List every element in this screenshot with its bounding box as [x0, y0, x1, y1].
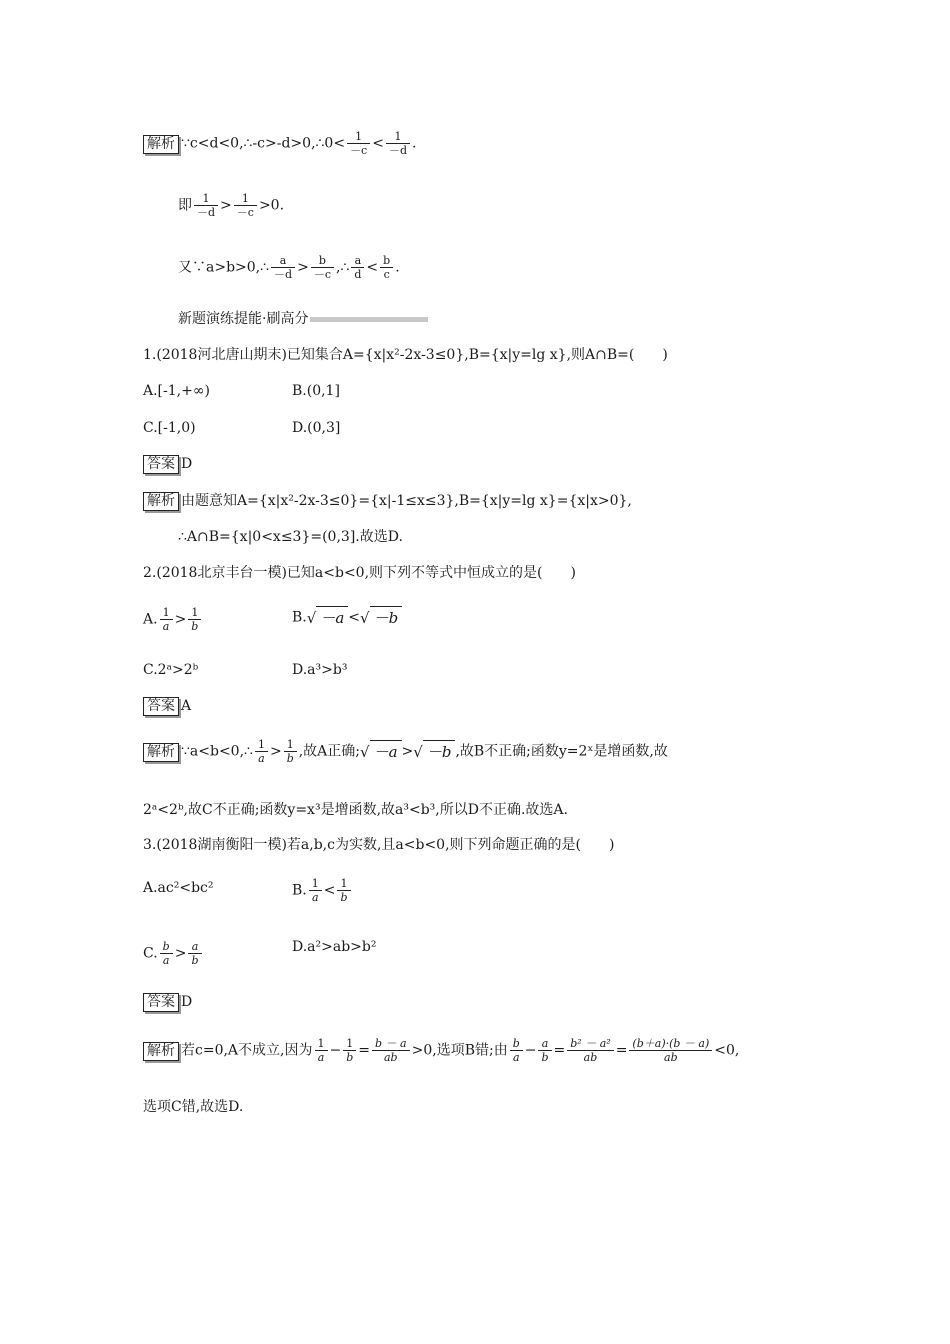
- text: .: [395, 259, 400, 276]
- text: >0,选项B错;由: [411, 1042, 508, 1059]
- top-analysis-line-3: [178, 254, 400, 281]
- fraction: $\frac{b}{a}$: [160, 940, 173, 967]
- banner-bar: [310, 317, 428, 322]
- sqrt: √ －a: [360, 740, 402, 763]
- sqrt: √ －b: [413, 740, 455, 763]
- text: A.: [143, 611, 158, 628]
- text: <0,: [714, 1042, 740, 1059]
- q2-option-c: C.2ᵃ>2ᵇ: [143, 662, 199, 678]
- operator: =: [615, 1042, 628, 1059]
- banner-title: 新题演练提能·刷高分: [178, 311, 309, 327]
- text: ∵a<b<0,∴: [181, 743, 253, 760]
- fraction: $\frac{1}{a}$: [255, 738, 268, 765]
- question-1-stem: 1.(2018河北唐山期末)已知集合A={x|x²-2x-3≤0},B={x|y=lg x},则A∩B=( ): [143, 347, 668, 363]
- q2-option-b: [292, 606, 402, 629]
- q3-answer: [143, 991, 192, 1013]
- sqrt: √ －b: [360, 606, 402, 629]
- operator: −: [524, 1042, 537, 1059]
- q2-analysis-line-2: 2ᵃ<2ᵇ,故C不正确;函数y=x³是增函数,故a³<b³,所以D不正确.故选A.: [143, 802, 568, 818]
- text: ∵c<d<0,∴-c>-d>0,∴0<: [181, 135, 346, 152]
- q2-answer: [143, 695, 191, 717]
- q3-analysis-line-1: [143, 1037, 739, 1064]
- operator: >: [269, 743, 282, 760]
- top-analysis-line-1: [143, 130, 416, 157]
- top-analysis-line-2: [178, 192, 284, 219]
- text: B.: [292, 609, 307, 626]
- q1-analysis-line-2: ∴A∩B={x|0<x≤3}=(0,3].故选D.: [178, 529, 403, 545]
- text: .: [412, 135, 417, 152]
- operator: <: [366, 259, 379, 276]
- analysis-label: 解析: [143, 135, 179, 154]
- q3-option-d: D.a²>ab>b²: [292, 939, 377, 955]
- answer-label: 答案: [143, 993, 179, 1012]
- text: C.: [143, 945, 158, 962]
- operator: >: [297, 259, 309, 276]
- text: 若c=0,A不成立,因为: [181, 1042, 313, 1059]
- q2-option-a: [143, 606, 203, 633]
- fraction: $\frac{a}{b}$: [188, 940, 201, 967]
- answer-value: D: [181, 456, 193, 472]
- q3-option-a: A.ac²<bc²: [143, 880, 214, 896]
- text: 由题意知A={x|x²-2x-3≤0}={x|-1≤x≤3},B={x|y=lg x}={x|x>0},: [181, 493, 632, 509]
- analysis-label: 解析: [143, 743, 179, 762]
- q1-option-a: A.[-1,+∞): [143, 383, 210, 399]
- fraction: $\frac{a}{b}$: [538, 1037, 551, 1064]
- operator: >: [174, 611, 187, 628]
- answer-label: 答案: [143, 455, 179, 474]
- fraction: $\frac{1}{a}$: [160, 606, 173, 633]
- q1-analysis-line-1: [143, 490, 632, 512]
- fraction: $\frac{b}{-c}$: [311, 254, 334, 281]
- analysis-label: 解析: [143, 1042, 179, 1061]
- q3-analysis-line-2: 选项C错,故选D.: [143, 1099, 244, 1115]
- q2-analysis-line-1: [143, 738, 668, 765]
- operator: >: [174, 945, 187, 962]
- section-banner: [178, 308, 428, 330]
- sqrt: √ －a: [307, 606, 349, 629]
- fraction: $\frac{1}{-c}$: [234, 192, 257, 219]
- fraction: $\frac{b - a}{ab}$: [372, 1037, 410, 1064]
- q1-option-b: B.(0,1]: [292, 383, 340, 399]
- text: >0.: [258, 197, 285, 214]
- text: B.: [292, 882, 307, 899]
- text: ,故B不正确;函数y=2ˣ是增函数,故: [455, 743, 668, 760]
- fraction: $\frac{(b+a)\cdot(b - a)}{ab}$: [629, 1037, 712, 1064]
- q3-option-c: [143, 940, 204, 967]
- fraction: $\frac{1}{a}$: [315, 1037, 328, 1064]
- fraction: $\frac{1}{a}$: [309, 877, 322, 904]
- q3-option-b: [292, 877, 353, 904]
- text: ,∴: [336, 259, 350, 276]
- answer-value: A: [181, 698, 192, 714]
- analysis-label: 解析: [143, 492, 179, 511]
- operator: >: [401, 743, 414, 760]
- fraction: $\frac{1}{-d}$: [194, 192, 218, 219]
- fraction: $\frac{a}{d}$: [351, 254, 364, 281]
- question-2-stem: 2.(2018北京丰台一模)已知a<b<0,则下列不等式中恒成立的是( ): [143, 565, 576, 581]
- q2-option-d: D.a³>b³: [292, 662, 348, 678]
- fraction: $\frac{\text{b² － a²}}{ab}$: [567, 1037, 613, 1064]
- operator: <: [323, 882, 336, 899]
- operator: >: [220, 197, 232, 214]
- fraction: $\frac{1}{b}$: [337, 877, 350, 904]
- fraction: $\frac{b}{a}$: [510, 1037, 523, 1064]
- text: ,故A正确;: [298, 743, 361, 760]
- fraction: $\frac{1}{b}$: [284, 738, 297, 765]
- operator: <: [348, 609, 360, 626]
- operator: −: [329, 1042, 342, 1059]
- text: 又∵a>b>0,∴: [178, 259, 270, 276]
- fraction: $\frac{1}{-d}$: [386, 130, 410, 157]
- question-3-stem: 3.(2018湖南衡阳一模)若a,b,c为实数,且a<b<0,则下列命题正确的是( ): [143, 837, 615, 853]
- operator: =: [358, 1042, 371, 1059]
- q1-option-c: C.[-1,0): [143, 420, 196, 436]
- text: 即: [178, 197, 192, 214]
- fraction: $\frac{1}{-c}$: [347, 130, 370, 157]
- fraction: $\frac{1}{b}$: [343, 1037, 356, 1064]
- fraction: $\frac{b}{c}$: [380, 254, 393, 281]
- answer-value: D: [181, 994, 193, 1010]
- operator: =: [553, 1042, 566, 1059]
- operator: <: [372, 135, 384, 152]
- q1-answer: [143, 453, 192, 475]
- fraction: $\frac{1}{b}$: [188, 606, 201, 633]
- fraction: $\frac{a}{-d}$: [271, 254, 295, 281]
- answer-label: 答案: [143, 697, 179, 716]
- q1-option-d: D.(0,3]: [292, 420, 341, 436]
